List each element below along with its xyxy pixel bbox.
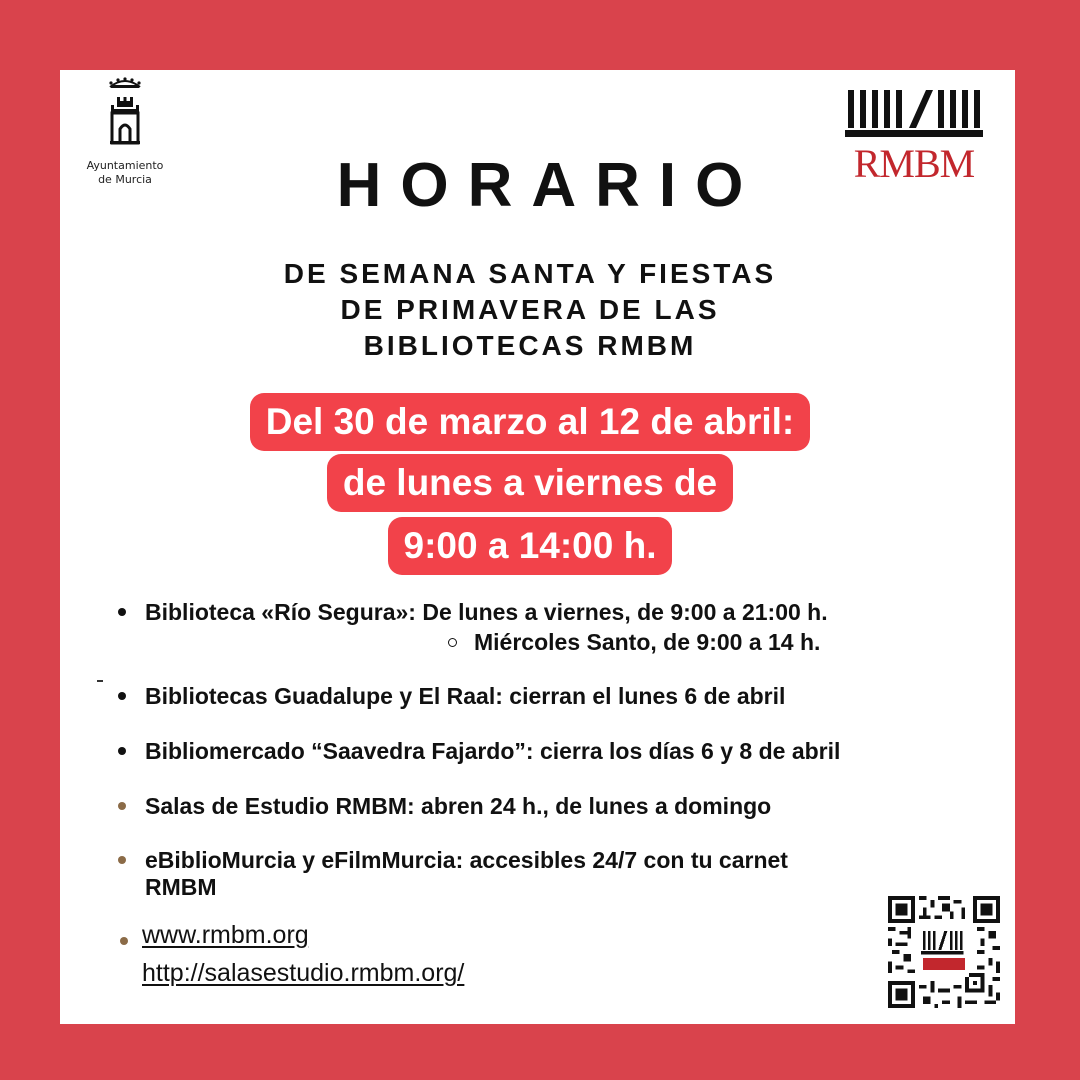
list-item-text: Bibliotecas Guadalupe y El Raal: cierran el lunes 6 de abril xyxy=(145,683,786,709)
bullet-icon xyxy=(118,856,126,864)
subtitle-line: DE SEMANA SANTA Y FIESTAS xyxy=(283,258,777,289)
bullet-icon xyxy=(118,747,126,755)
subtitle-line: BIBLIOTECAS RMBM xyxy=(363,330,697,361)
bullet-icon xyxy=(118,802,126,810)
subtitle xyxy=(0,256,1060,364)
bullet-icon xyxy=(118,692,126,700)
links xyxy=(142,916,464,992)
highlight-line: 9:00 a 14:00 h. xyxy=(388,517,673,575)
qr-code-icon[interactable] xyxy=(888,896,1000,1008)
bullet-icon xyxy=(120,937,128,945)
highlight-line: Del 30 de marzo al 12 de abril: xyxy=(250,393,811,451)
ayuntamiento-name-line1: Ayuntamiento xyxy=(86,159,164,172)
list-item-text-continued: RMBM xyxy=(145,874,217,900)
date-highlight xyxy=(0,393,1060,577)
highlight-line: de lunes a viernes de xyxy=(327,454,733,512)
page-title: HORARIO xyxy=(336,151,763,220)
list-item-text: eBiblioMurcia y eFilmMurcia: accesibles 24/7 con tu carnet xyxy=(145,847,788,873)
list-item-text: Bibliomercado “Saavedra Fajardo”: cierra los días 6 y 8 de abril xyxy=(145,738,841,764)
subtitle-line: DE PRIMAVERA DE LAS xyxy=(340,294,720,325)
bullet-icon xyxy=(118,608,126,616)
list-item-text: Biblioteca «Río Segura»: De lunes a viernes, de 9:00 a 21:00 h. xyxy=(145,599,828,625)
rmbm-bars-logo-icon xyxy=(843,88,985,140)
murcia-coat-of-arms-icon xyxy=(105,75,145,155)
sub-list-item-text: Miércoles Santo, de 9:00 a 14 h. xyxy=(474,629,821,655)
hollow-bullet-icon xyxy=(448,638,457,647)
stray-dash xyxy=(97,680,103,682)
ayuntamiento-name-line2: de Murcia xyxy=(98,173,152,186)
list-item-text: Salas de Estudio RMBM: abren 24 h., de lunes a domingo xyxy=(145,793,772,819)
website-link[interactable]: www.rmbm.org xyxy=(142,921,309,949)
rmbm-logo-text: RMBM xyxy=(853,141,975,186)
salas-estudio-link[interactable]: http://salasestudio.rmbm.org/ xyxy=(142,959,465,987)
